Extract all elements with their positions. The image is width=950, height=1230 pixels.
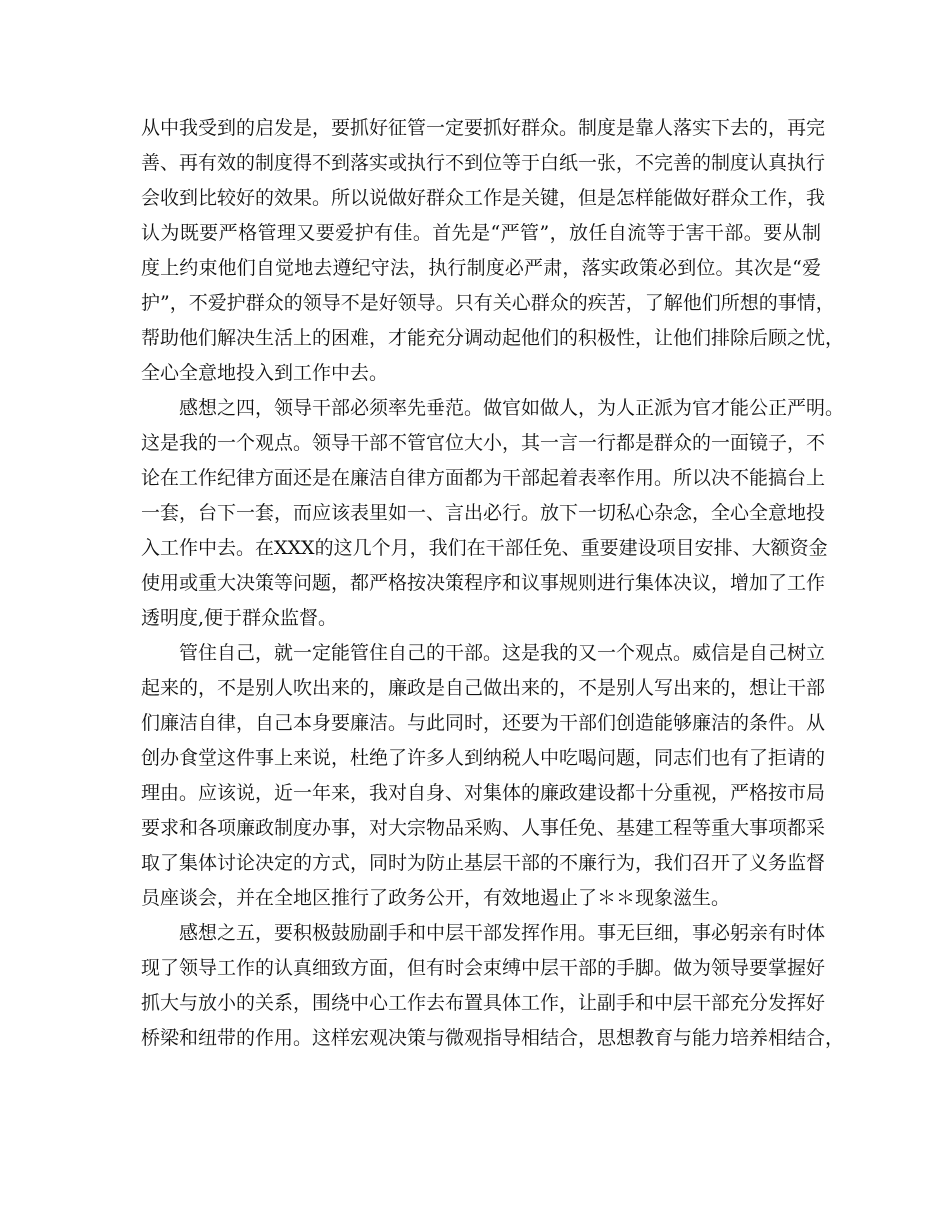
text-line: 现了领导工作的认真细致方面，但有时会束缚中层干部的手脚。做为领导要掌握好 bbox=[141, 957, 826, 979]
text-line: 善、再有效的制度得不到落实或执行不到位等于白纸一张，不完善的制度认真执行 bbox=[141, 152, 826, 174]
text-line: 员座谈会，并在全地区推行了政务公开，有效地遏止了＊＊现象滋生。 bbox=[141, 887, 731, 909]
text-line: 感想之四，领导干部必须率先垂范。做官如做人，为人正派为官才能公正严明。 bbox=[179, 397, 845, 419]
text-line: 起来的，不是别人吹出来的，廉政是自己做出来的，不是别人写出来的，想让干部 bbox=[141, 677, 826, 699]
text-line: 认为既要严格管理又要爱护有佳。首先是“严管”，放任自流等于害干部。要从制 bbox=[141, 222, 821, 244]
text-line: 理由。应该说，近一年来，我对自身、对集体的廉政建设都十分重视，严格按市局 bbox=[141, 782, 826, 804]
text-line: 这是我的一个观点。领导干部不管官位大小，其一言一行都是群众的一面镜子，不 bbox=[141, 432, 826, 454]
text-line: 入工作中去。在XXX的这几个月，我们在干部任免、重要建设项目安排、大额资金 bbox=[141, 537, 828, 559]
text-line: 从中我受到的启发是，要抓好征管一定要抓好群众。制度是靠人落实下去的，再完 bbox=[141, 117, 826, 139]
text-line: 创办食堂这件事上来说，杜绝了许多人到纳税人中吃喝问题，同志们也有了拒请的 bbox=[141, 747, 826, 769]
text-line: 一套，台下一套，而应该表里如一、言出必行。放下一切私心杂念，全心全意地投 bbox=[141, 502, 826, 524]
text-line: 全心全意地投入到工作中去。 bbox=[141, 362, 389, 384]
text-line: 要求和各项廉政制度办事，对大宗物品采购、人事任免、基建工程等重大事项都采 bbox=[141, 817, 826, 839]
text-line: 感想之五，要积极鼓励副手和中层干部发挥作用。事无巨细，事必躬亲有时体 bbox=[179, 922, 826, 944]
paragraph-4 bbox=[141, 916, 845, 1056]
text-line: 们廉洁自律，自己本身要廉洁。与此同时，还要为干部们创造能够廉洁的条件。从 bbox=[141, 712, 826, 734]
text-line: 论在工作纪律方面还是在廉洁自律方面都为干部起着表率作用。所以决不能搞台上 bbox=[141, 467, 826, 489]
text-line: 取了集体讨论决定的方式，同时为防止基层干部的不廉行为，我们召开了义务监督 bbox=[141, 852, 826, 874]
text-line: 护”，不爱护群众的领导不是好领导。只有关心群众的疾苦，了解他们所想的事情， bbox=[141, 292, 835, 314]
text-line: 透明度,便于群众监督。 bbox=[141, 607, 338, 629]
text-line: 帮助他们解决生活上的困难，才能充分调动起他们的积极性，让他们排除后顾之忧， bbox=[141, 327, 845, 349]
text-line: 管住自己，就一定能管住自己的干部。这是我的又一个观点。威信是自己树立 bbox=[179, 642, 826, 664]
text-line: 桥梁和纽带的作用。这样宏观决策与微观指导相结合，思想教育与能力培养相结合， bbox=[141, 1027, 845, 1049]
document-body bbox=[141, 111, 845, 1056]
paragraph-1 bbox=[141, 111, 845, 391]
text-line: 使用或重大决策等问题，都严格按决策程序和议事规则进行集体决议，增加了工作 bbox=[141, 572, 826, 594]
text-line: 抓大与放小的关系，围绕中心工作去布置具体工作，让副手和中层干部充分发挥好 bbox=[141, 992, 826, 1014]
text-line: 会收到比较好的效果。所以说做好群众工作是关键，但是怎样能做好群众工作，我 bbox=[141, 187, 826, 209]
text-line: 度上约束他们自觉地去遵纪守法，执行制度必严肃，落实政策必到位。其次是“爱 bbox=[141, 257, 821, 279]
paragraph-3 bbox=[141, 636, 826, 916]
paragraph-2 bbox=[141, 391, 845, 636]
